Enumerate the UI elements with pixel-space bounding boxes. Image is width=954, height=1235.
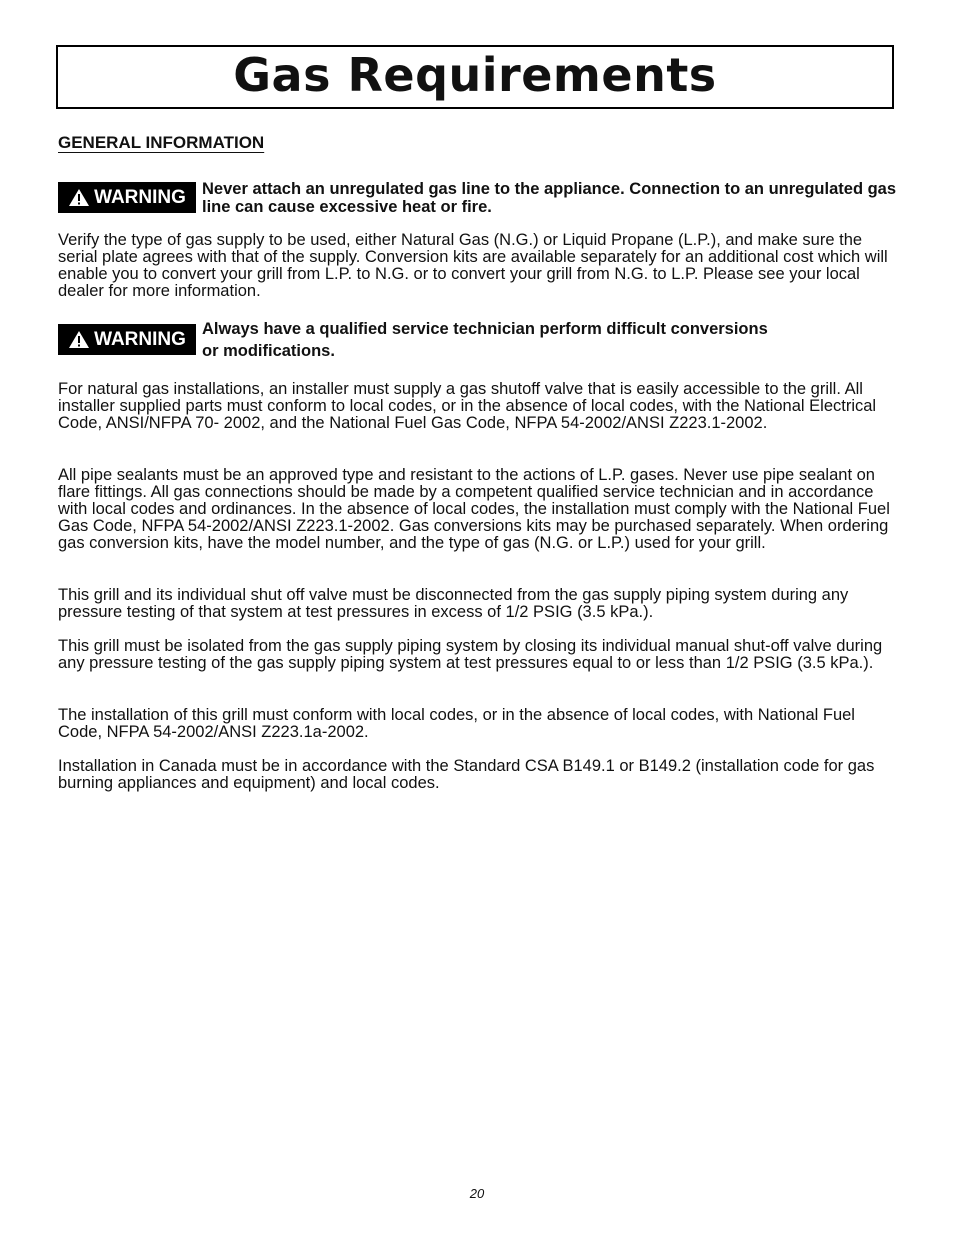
warning-text-line: Always have a qualified service technician perform difficult conversions [202,320,768,338]
warning-text [202,318,902,362]
warning-text-line: or modifications. [202,342,335,360]
paragraph: All pipe sealants must be an approved type and resistant to the actions of L.P. gases. Never use pipe sealant on flare fittings. All gas connections should be made by a competent qualified service technician and in accordance with local codes and ordinances. In the absence of local codes, the installation must comply with the National Fuel Gas Code, NFPA 54-2002/ANSI Z223.1-2002. Gas conversions kits may be purchased separately. When ordering gas conversion kits, have the model number, and the type of gas (N.G. or L.P.) used for your grill. [58,466,890,552]
warning-badge-label: WARNING [94,186,186,208]
paragraph: Verify the type of gas supply to be used, either Natural Gas (N.G.) or Liquid Propane (L.P.), and make sure the serial plate agrees with that of the supply. Conversion kits are available separately for an additional cost which will enable you to convert your grill from L.P. to N.G. or to convert your grill from N.G. to L.P. Please see your local dealer for more information. [58,231,888,300]
warning-triangle-icon [68,330,90,349]
warning-badge [58,182,196,213]
warning-text: Never attach an unregulated gas line to the appliance. Connection to an unregulated gas line can cause excessive heat or fire. [202,180,897,216]
page-title: Gas Requirements [233,48,717,102]
warning-badge-label: WARNING [94,328,186,350]
paragraph: This grill must be isolated from the gas supply piping system by closing its individual manual shut-off valve during any pressure testing of the gas supply piping system at test pressures equal to or less than 1/2 PSIG (3.5 kPa.). [58,637,883,672]
section-heading: GENERAL INFORMATION [58,133,265,152]
paragraph: The installation of this grill must conform with local codes, or in the absence of local codes, with National Fuel Code, NFPA 54-2002/ANSI Z223.1a-2002. [58,706,855,741]
paragraph: Installation in Canada must be in accordance with the Standard CSA B149.1 or B149.2 (installation code for gas burning appliances and equipment) and local codes. [58,757,875,792]
page-number: 20 [469,1186,485,1201]
page-title-box [56,45,894,109]
warning-badge [58,324,196,355]
paragraph: For natural gas installations, an installer must supply a gas shutoff valve that is easily accessible to the grill. All installer supplied parts must conform to local codes, or in the absence of local codes, with the National Electrical Code, ANSI/NFPA 70- 2002, and the National Fuel Gas Code, NFPA 54-2002/ANSI Z223.1-2002. [58,380,877,432]
paragraph: This grill and its individual shut off valve must be disconnected from the gas supply piping system during any pressure testing of that system at test pressures in excess of 1/2 PSIG (3.5 kPa.). [58,586,849,621]
warning-triangle-icon [68,188,90,207]
